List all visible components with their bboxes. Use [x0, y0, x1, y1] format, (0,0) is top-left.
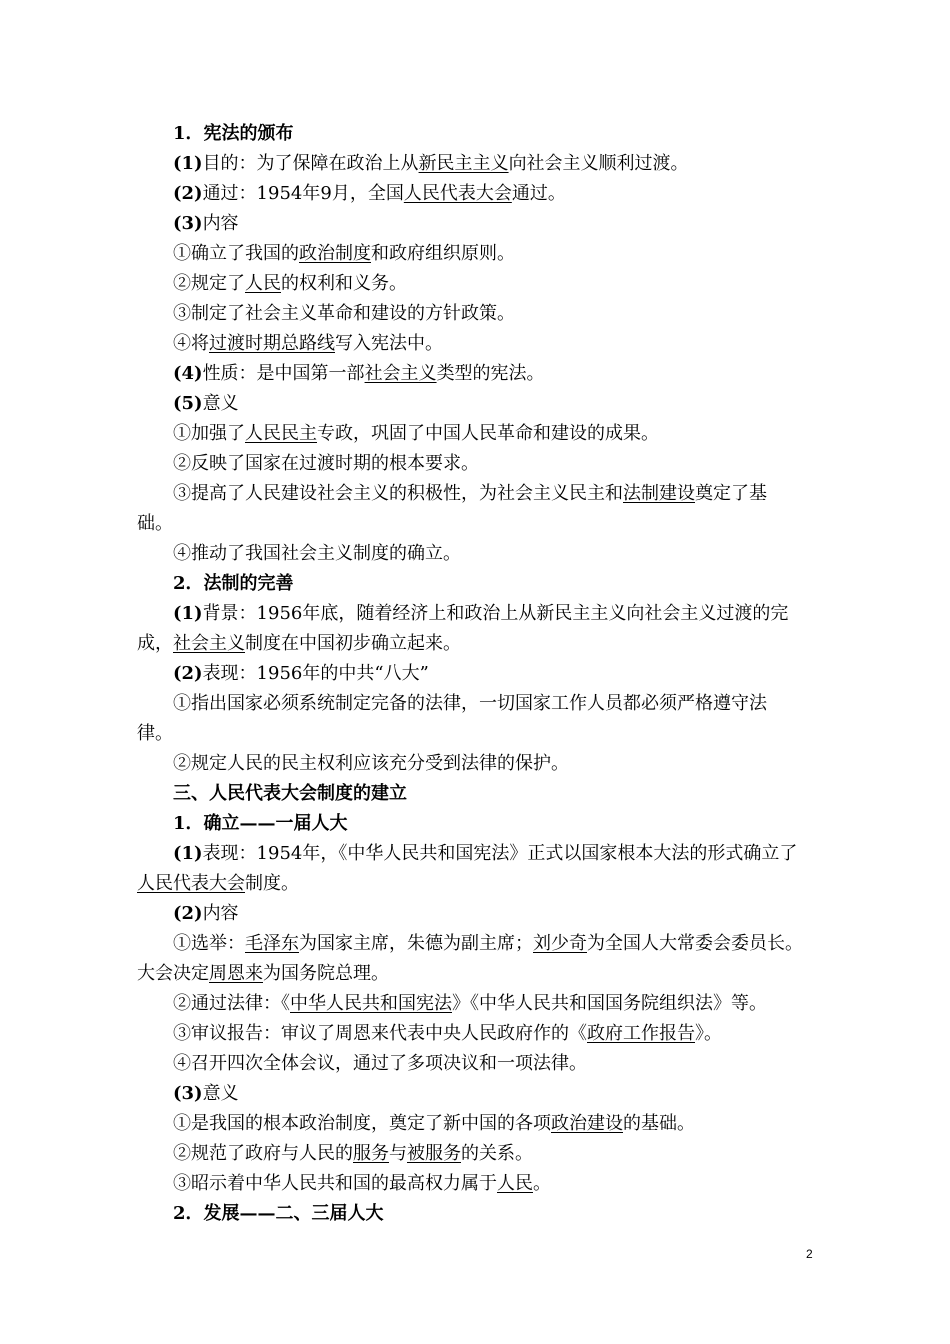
text-segment: ④推动了我国社会主义制度的确立。	[173, 543, 461, 564]
bold-text: 2．发展——二、三届人大	[173, 1203, 384, 1224]
text-segment: 大会决定	[137, 963, 209, 984]
underlined-text: 周恩来	[209, 963, 263, 984]
text-segment: ③制定了社会主义革命和建设的方针政策。	[173, 303, 515, 324]
underlined-text: 毛泽东	[245, 933, 299, 954]
underlined-text: 被服务	[407, 1143, 461, 1164]
bold-text: 1．宪法的颁布	[173, 123, 294, 144]
text-segment: 通过：1954年9月，全国	[202, 183, 404, 204]
underlined-text: 政府工作报告	[587, 1023, 695, 1044]
underlined-text: 新民主主义	[418, 153, 509, 174]
text-line	[137, 600, 817, 628]
bold-text: (4)	[173, 363, 203, 384]
text-segment: 》《中华人民共和国国务院组织法》等。	[452, 993, 767, 1014]
text-segment: ④召开四次全体会议，通过了多项决议和一项法律。	[173, 1053, 587, 1074]
bold-text: 三、人民代表大会制度的建立	[173, 783, 407, 804]
bold-text: (1)	[173, 603, 203, 624]
text-segment: ①确立了我国的	[173, 243, 299, 264]
text-segment: 的基础。	[623, 1113, 695, 1134]
text-line	[137, 390, 817, 418]
text-segment: 类型的宪法。	[436, 363, 545, 384]
text-segment: 律。	[137, 723, 173, 744]
text-line	[137, 240, 817, 268]
text-line	[137, 150, 817, 178]
text-segment: 的权利和义务。	[281, 273, 407, 294]
text-segment: 性质：是中国第一部	[202, 363, 365, 384]
text-segment: ③审议报告：审议了周恩来代表中央人民政府作的《	[173, 1023, 587, 1044]
text-segment: ①指出国家必须系统制定完备的法律，一切国家工作人员都必须严格遵守法	[173, 693, 767, 714]
text-segment: 成，	[137, 633, 173, 654]
bold-text: (3)	[173, 213, 203, 234]
text-segment: 表现：1956年的中共“八大”	[202, 663, 429, 684]
text-line	[137, 1200, 817, 1228]
text-segment: 目的：为了保障在政治上从	[202, 153, 419, 174]
text-line	[137, 1140, 817, 1168]
text-line	[137, 330, 817, 358]
bold-text: (2)	[173, 183, 203, 204]
text-segment: 内容	[202, 213, 239, 234]
text-line	[137, 960, 817, 988]
bold-text: (5)	[173, 393, 203, 414]
bold-text: (1)	[173, 153, 203, 174]
underlined-text: 政治制度	[299, 243, 371, 264]
text-segment: 》。	[695, 1023, 722, 1044]
underlined-text: 人民民主	[245, 423, 317, 444]
bold-text: (1)	[173, 843, 203, 864]
text-segment: 内容	[202, 903, 239, 924]
underlined-text: 人民	[245, 273, 281, 294]
text-segment: 制度在中国初步确立起来。	[245, 633, 461, 654]
text-segment: 制度。	[245, 873, 299, 894]
underlined-text: 中华人民共和国宪法	[290, 993, 452, 1014]
underlined-text: 服务	[353, 1143, 389, 1164]
text-segment: 。	[533, 1173, 551, 1194]
underlined-text: 刘少奇	[533, 933, 587, 954]
text-segment: 向社会主义顺利过渡。	[508, 153, 689, 174]
text-segment: 和政府组织原则。	[371, 243, 515, 264]
text-segment: 为国家主席，朱德为副主席；	[299, 933, 533, 954]
text-line	[137, 780, 817, 808]
bold-text: 2．法制的完善	[173, 573, 294, 594]
text-segment: 意义	[202, 393, 239, 414]
text-segment: ①是我国的根本政治制度，奠定了新中国的各项	[173, 1113, 551, 1134]
text-segment: 与	[389, 1143, 407, 1164]
bold-text: (2)	[173, 903, 203, 924]
text-line	[137, 300, 817, 328]
underlined-text: 社会主义	[173, 633, 245, 654]
text-line	[137, 180, 817, 208]
text-segment: ②规定了	[173, 273, 245, 294]
underlined-text: 人民	[497, 1173, 533, 1194]
text-line	[137, 990, 817, 1018]
text-line	[137, 870, 817, 898]
text-line	[137, 660, 817, 688]
text-line	[137, 840, 817, 868]
text-segment: ③提高了人民建设社会主义的积极性，为社会主义民主和	[173, 483, 623, 504]
underlined-text: 人民代表大会	[137, 873, 245, 894]
underlined-text: 政治建设	[551, 1113, 623, 1134]
text-segment: 础。	[137, 513, 173, 534]
text-line	[137, 720, 817, 748]
text-segment: ④将	[173, 333, 209, 354]
bold-text: 1．确立——一届人大	[173, 813, 348, 834]
text-line	[137, 1050, 817, 1078]
text-segment: 背景：1956年底，随着经济上和政治上从新民主主义向社会主义过渡的完	[202, 603, 789, 624]
text-segment: ①选举：	[173, 933, 245, 954]
text-line	[137, 540, 817, 568]
text-segment: 的关系。	[461, 1143, 533, 1164]
text-line	[137, 210, 817, 238]
bold-text: (2)	[173, 663, 203, 684]
text-line	[137, 1170, 817, 1198]
text-segment: ②反映了国家在过渡时期的根本要求。	[173, 453, 479, 474]
text-line	[137, 900, 817, 928]
text-segment: 通过。	[511, 183, 566, 204]
text-segment: 为国务院总理。	[263, 963, 389, 984]
text-line	[137, 1080, 817, 1108]
text-segment: ②规范了政府与人民的	[173, 1143, 353, 1164]
text-segment: 为全国人大常委会委员长。	[587, 933, 803, 954]
text-line	[137, 930, 817, 958]
text-line	[137, 750, 817, 778]
text-line	[137, 270, 817, 298]
underlined-text: 人民代表大会	[403, 183, 512, 204]
text-line	[137, 120, 817, 148]
bold-text: (3)	[173, 1083, 203, 1104]
text-line	[137, 570, 817, 598]
text-segment: ①加强了	[173, 423, 245, 444]
page-number: 2	[806, 1247, 813, 1261]
text-line	[137, 1110, 817, 1138]
underlined-text: 社会主义	[364, 363, 437, 384]
text-segment: ②通过法律：《	[173, 993, 290, 1014]
text-segment: 表现：1954年，《中华人民共和国宪法》正式以国家根本大法的形式确立了	[202, 843, 798, 864]
text-line	[137, 480, 817, 508]
text-line	[137, 630, 817, 658]
text-line	[137, 810, 817, 838]
text-line	[137, 1020, 817, 1048]
text-line	[137, 690, 817, 718]
underlined-text: 法制建设	[623, 483, 695, 504]
document-body	[137, 120, 817, 1230]
text-segment: ③昭示着中华人民共和国的最高权力属于	[173, 1173, 497, 1194]
text-line	[137, 360, 817, 388]
text-segment: 奠定了基	[695, 483, 767, 504]
text-line	[137, 450, 817, 478]
text-line	[137, 510, 817, 538]
text-segment: ②规定人民的民主权利应该充分受到法律的保护。	[173, 753, 569, 774]
text-line	[137, 420, 817, 448]
text-segment: 专政，巩固了中国人民革命和建设的成果。	[317, 423, 659, 444]
text-segment: 意义	[202, 1083, 239, 1104]
underlined-text: 过渡时期总路线	[209, 333, 335, 354]
text-segment: 写入宪法中。	[335, 333, 443, 354]
